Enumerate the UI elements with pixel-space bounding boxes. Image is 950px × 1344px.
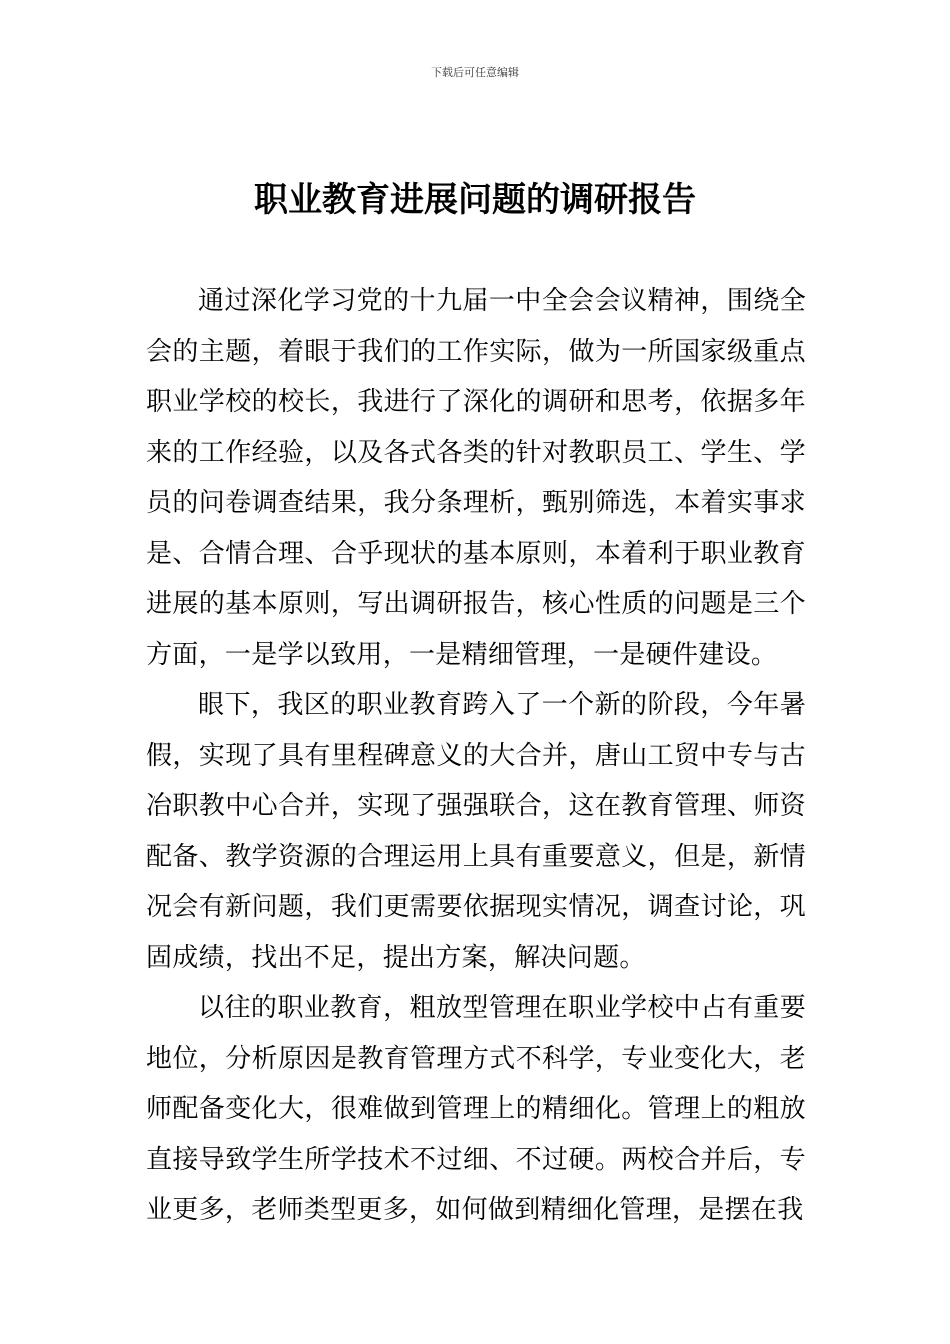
document-body <box>146 276 806 1236</box>
paragraph-2: 眼下，我区的职业教育跨入了一个新的阶段，今年暑假，实现了具有里程碑意义的大合并，唐山工贸中专与古冶职教中心合并，实现了强强联合，这在教育管理、师资配备、教学资源的合理运用上具有重要意义，但是，新情况会有新问题，我们更需要依据现实情况，调查讨论，巩固成绩，找出不足，提出方案，解决问题。 <box>146 690 806 973</box>
paragraph-3: 以往的职业教育，粗放型管理在职业学校中占有重要地位，分析原因是教育管理方式不科学，专业变化大，老师配备变化大，很难做到管理上的精细化。管理上的粗放直接导致学生所学技术不过细、不过硬。两校合并后，专业更多，老师类型更多，如何做到精细化管理，是摆在我 <box>146 993 806 1225</box>
header-note: 下载后可任意编辑 <box>431 66 519 79</box>
paragraph-1: 通过深化学习党的十九届一中全会会议精神，围绕全会的主题，着眼于我们的工作实际，做为一所国家级重点职业学校的校长，我进行了深化的调研和思考，依据多年来的工作经验，以及各式各类的针对教职员工、学生、学员的问卷调查结果，我分条理析，甄别筛选，本着实事求是、合情合理、合乎现状的基本原则，本着利于职业教育进展的基本原则，写出调研报告，核心性质的问题是三个方面，一是学以致用，一是精细管理，一是硬件建设。 <box>146 286 806 670</box>
document-title: 职业教育进展问题的调研报告 <box>254 180 696 220</box>
